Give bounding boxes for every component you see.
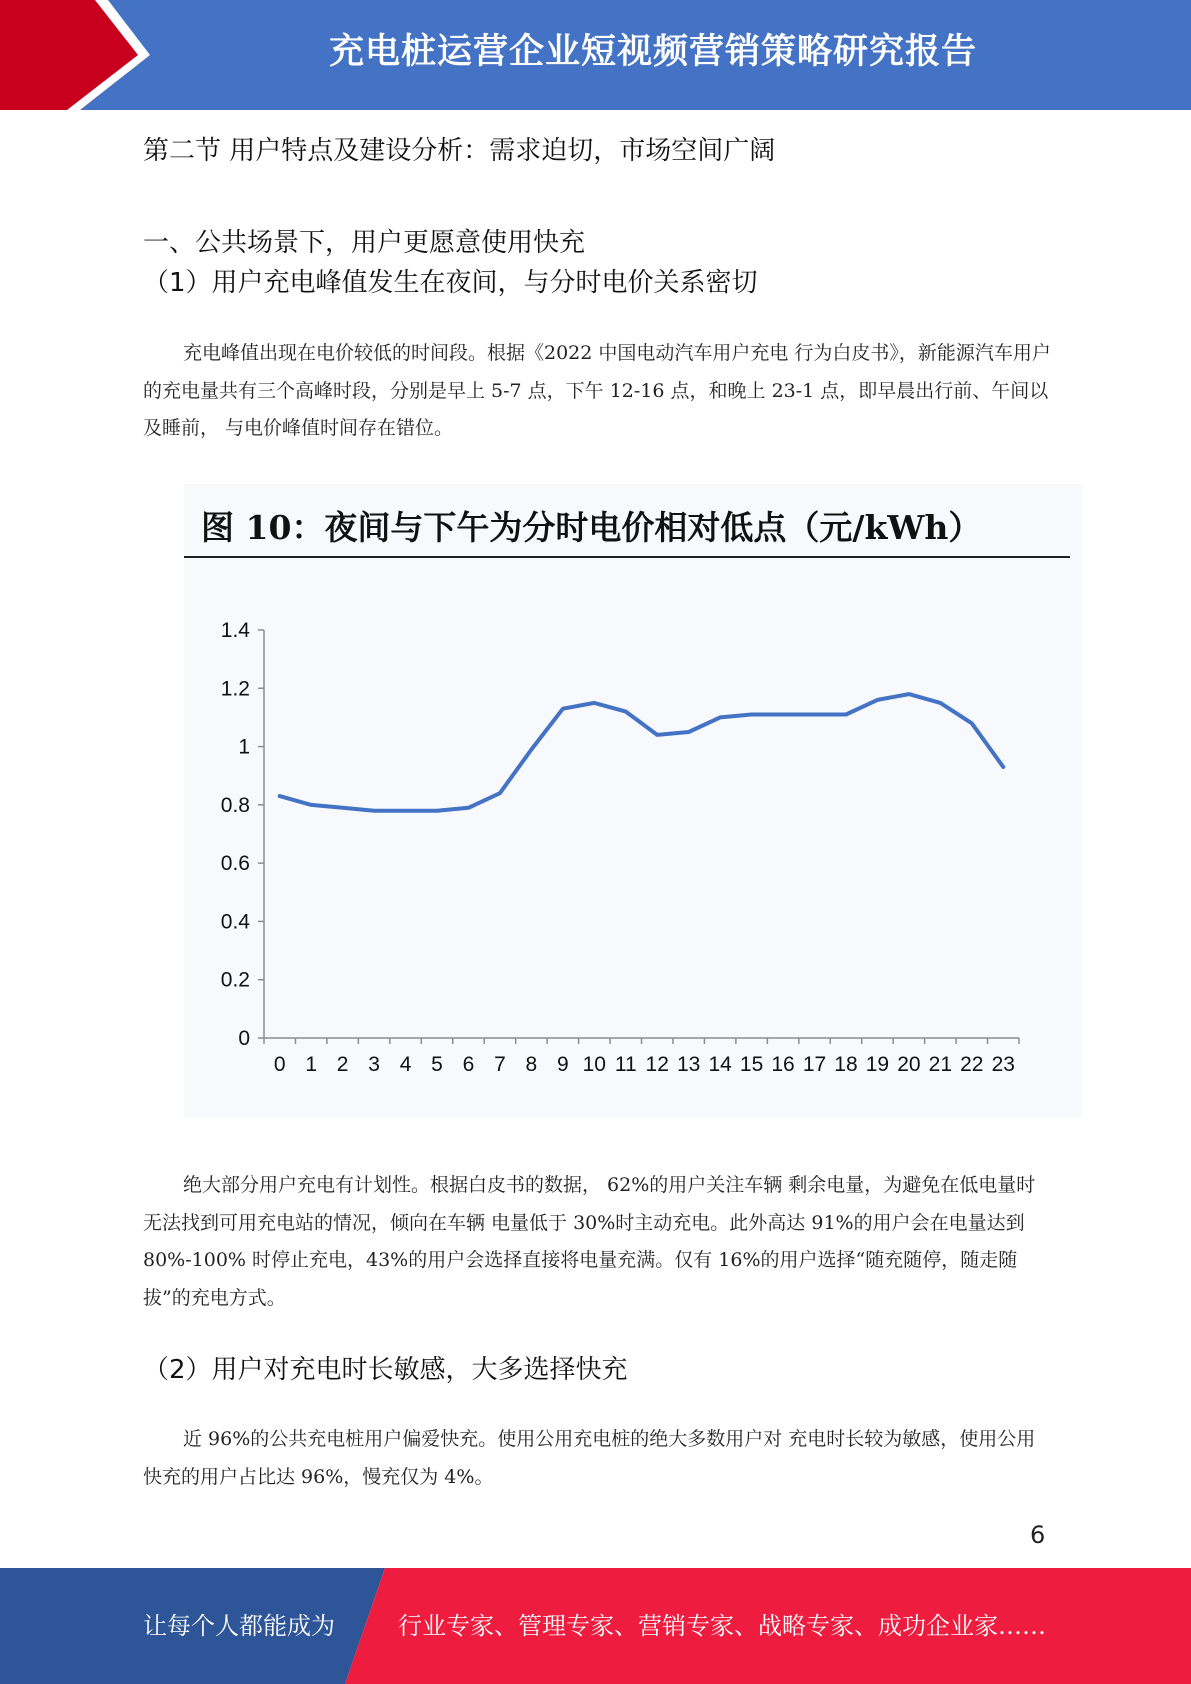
page-footer [0, 1568, 1191, 1684]
figure-caption: 图 10：夜间与下午为分时电价相对低点（元/kWh） [201, 508, 982, 547]
y-tick-label: 0 [238, 1027, 250, 1050]
x-tick-label: 19 [865, 1053, 890, 1076]
header-title: 充电桩运营企业短视频营销策略研究报告 [328, 32, 977, 72]
page-header [0, 0, 1191, 110]
footer-slogan-left: 让每个人都能成为 [143, 1612, 335, 1640]
heading-1-1: （1）用户充电峰值发生在夜间，与分时电价关系密切 [143, 268, 758, 298]
x-tick-label: 2 [336, 1053, 349, 1076]
figure-divider [184, 556, 1070, 558]
y-tick-label: 0.4 [220, 910, 250, 934]
x-tick-label: 5 [431, 1053, 443, 1076]
x-tick-label: 7 [494, 1053, 506, 1076]
x-tick-label: 9 [557, 1053, 569, 1076]
y-tick-label: 0.2 [220, 968, 250, 992]
header-red-arrow [0, 0, 150, 110]
x-tick-label: 6 [462, 1053, 475, 1076]
paragraph-3 [143, 1421, 1053, 1496]
section-title: 第二节 用户特点及建设分析：需求迫切，市场空间广阔 [143, 136, 776, 166]
x-tick-label: 4 [399, 1053, 412, 1076]
y-tick-label: 1 [238, 735, 250, 759]
x-tick-label: 18 [834, 1053, 858, 1076]
y-tick-label: 1.4 [220, 619, 250, 642]
x-tick-label: 11 [614, 1053, 637, 1076]
x-tick-label: 8 [525, 1053, 538, 1076]
y-tick-label: 0.8 [220, 793, 250, 817]
x-tick-label: 13 [677, 1053, 701, 1076]
x-tick-label: 1 [305, 1053, 318, 1076]
footer-slogan-right: 行业专家、管理专家、营销专家、战略专家、成功企业家…… [398, 1612, 1046, 1640]
paragraph-1-text: 充电峰值出现在电价较低的时间段。根据《2022 中国电动汽车用户充电 行为白皮书》，新能源汽车用户的充电量共有三个高峰时段，分别是早上 5-7 点，下午 12-16 点，和晚上 23-1 点，即早晨出行前、午间以及睡前， 与电价峰值时间存在错位。 [143, 342, 1051, 439]
x-tick-label: 16 [771, 1053, 795, 1076]
paragraph-3-text: 近 96%的公共充电桩用户偏爱快充。使用公用充电桩的绝大多数用户对 充电时长较为敏感，使用公用快充的用户占比达 96%，慢充仅为 4%。 [143, 1428, 1036, 1488]
x-tick-label: 12 [645, 1053, 669, 1076]
heading-1-2: （2）用户对充电时长敏感，大多选择快充 [143, 1355, 628, 1385]
heading-1: 一、公共场景下，用户更愿意使用快充 [143, 228, 586, 258]
paragraph-1 [143, 335, 1053, 448]
x-tick-label: 23 [991, 1053, 1015, 1076]
series-line-0 [280, 694, 1004, 811]
y-tick-label: 0.6 [220, 852, 250, 876]
x-tick-label: 0 [273, 1053, 286, 1076]
page-number: 6 [1030, 1521, 1046, 1549]
x-tick-label: 17 [802, 1053, 827, 1076]
paragraph-2-text: 绝大部分用户充电有计划性。根据白皮书的数据， 62%的用户关注车辆 剩余电量，为避免在低电量时无法找到可用充电站的情况，倾向在车辆 电量低于 30%时主动充电。此外高达 91%的用户会在电量达到 80%-100% 时停止充电，43%的用户会选择直接将电量充满。仅有 16%的用户选择“随充随停，随走随拔”的充电方式。 [143, 1174, 1036, 1309]
line-chart [184, 560, 1082, 1118]
x-tick-label: 20 [897, 1053, 921, 1076]
paragraph-2 [143, 1167, 1053, 1317]
y-tick-label: 1.2 [220, 677, 250, 701]
x-tick-label: 22 [960, 1053, 984, 1076]
x-tick-label: 3 [368, 1053, 380, 1076]
x-tick-label: 10 [582, 1053, 606, 1076]
x-tick-label: 21 [928, 1053, 953, 1076]
x-tick-label: 14 [708, 1053, 732, 1076]
x-tick-label: 15 [739, 1053, 764, 1076]
